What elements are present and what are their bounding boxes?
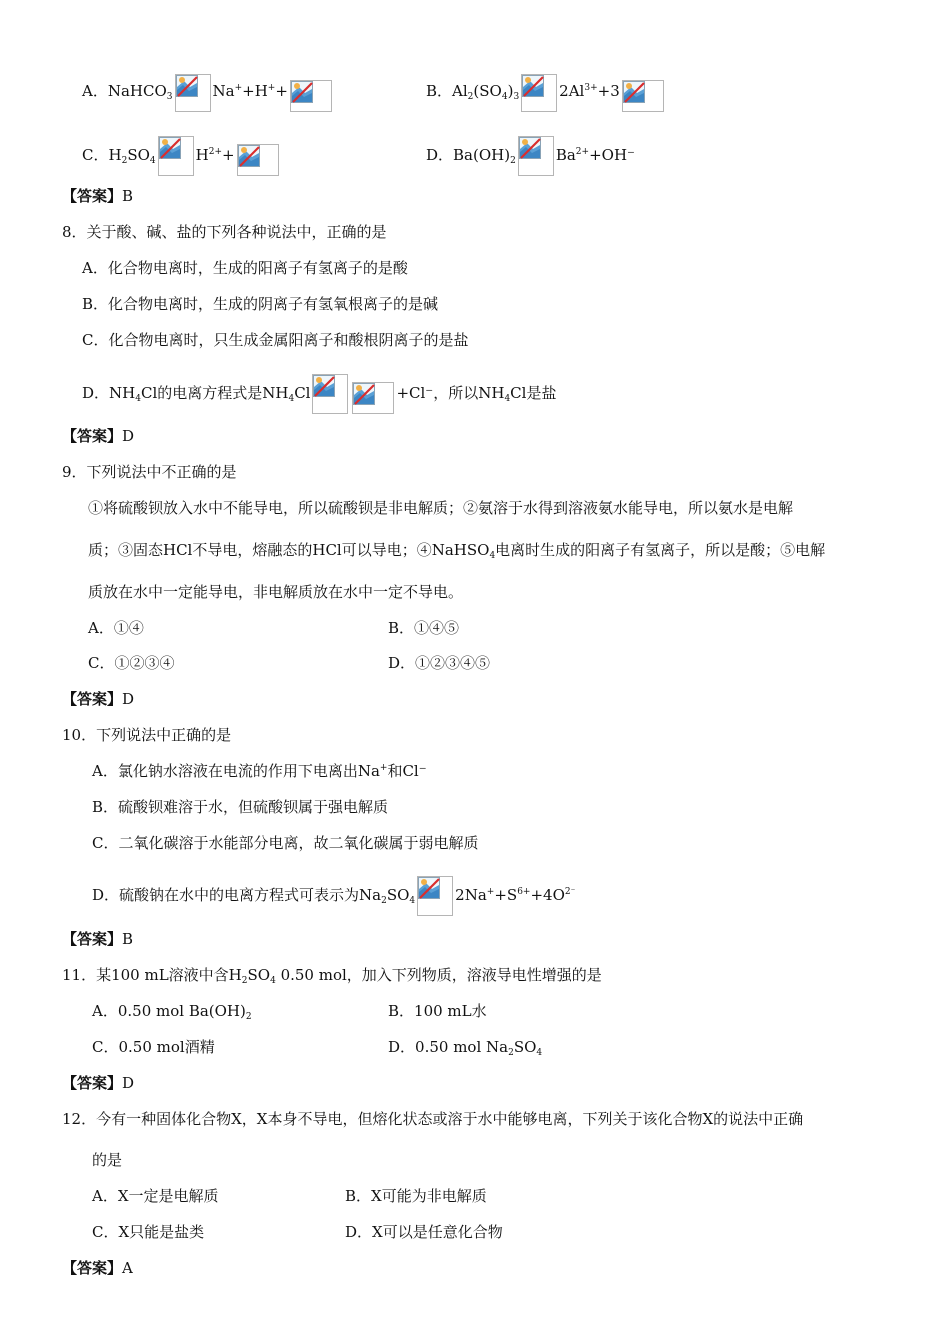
q7-option-a: A．NaHCO$_3$ Na++H++ — [82, 74, 334, 112]
q8-option-c: C．化合物电离时，只生成金属阳离子和酸根阴离子的是盐 — [82, 331, 469, 349]
broken-image-icon — [353, 383, 375, 405]
equation-arrow-image — [175, 74, 211, 112]
answer-12: 【答案】A — [62, 1259, 133, 1277]
question-12-line-1: 12．今有一种固体化合物X，X本身不导电，但熔化状态或溶于水中能够电离，下列关于该化合物X的说法中正确 — [62, 1110, 804, 1128]
q12-option-b: B．X可能为非电解质 — [345, 1187, 487, 1205]
broken-image-icon — [291, 81, 313, 103]
broken-image-icon — [159, 137, 181, 159]
answer-10: 【答案】B — [62, 930, 134, 948]
q7-option-c: C．$H_2SO_4$ $H^{2+}+$ — [82, 136, 281, 176]
q11-option-b: B．100 mL水 — [388, 1002, 487, 1020]
q8-option-a: A．化合物电离时，生成的阳离子有氢离子的是酸 — [82, 259, 408, 277]
answer-7: 【答案】B — [62, 187, 134, 205]
question-12-line-2: 的是 — [92, 1151, 123, 1169]
broken-image-icon — [519, 137, 541, 159]
q12-option-d: D．X可以是任意化合物 — [345, 1223, 503, 1241]
broken-image-icon — [176, 75, 198, 97]
equation-arrow-image — [518, 136, 554, 176]
broken-image-icon — [623, 81, 645, 103]
broken-image-icon — [418, 877, 440, 899]
q11-option-c: C．0.50 mol酒精 — [92, 1038, 215, 1056]
formula-image — [622, 80, 664, 112]
broken-image-icon — [313, 375, 335, 397]
equation-arrow-image — [312, 374, 348, 414]
answer-9: 【答案】D — [62, 690, 135, 708]
q9-option-d: D．①②③④⑤ — [388, 654, 491, 672]
q10-option-c: C．二氧化碳溶于水能部分电离，故二氧化碳属于弱电解质 — [92, 834, 479, 852]
formula-image — [290, 80, 332, 112]
answer-8: 【答案】D — [62, 427, 135, 445]
q8-option-d: D．$NH_4Cl$的电离方程式是$NH_4Cl$ +Cl⁻，所以$NH_4Cl$是盐 — [82, 374, 556, 414]
formula-image — [237, 144, 279, 176]
q7-option-d: D．$Ba(OH)_2$ $Ba^{2+}+OH^-$ — [426, 136, 635, 176]
q12-option-c: C．X只能是盐类 — [92, 1223, 205, 1241]
broken-image-icon — [522, 75, 544, 97]
question-9-line-1: ①将硫酸钡放入水中不能导电，所以硫酸钡是非电解质；②氨溶于水得到溶液氨水能导电，所以氨水是电解 — [88, 499, 794, 517]
q10-option-a: A．氯化钠水溶液在电流的作用下电离出Na+和Cl⁻ — [92, 762, 427, 780]
question-9-line-2: 质；③固态HCl不导电，熔融态的HCl可以导电；④NaHSO$_4$电离时生成的阳离子有氢离子，所以是酸；⑤电解 — [88, 541, 826, 561]
broken-image-icon — [238, 145, 260, 167]
q9-option-a: A．①④ — [88, 619, 144, 637]
q10-option-b: B．硫酸钡难溶于水，但硫酸钡属于强电解质 — [92, 798, 389, 816]
question-9-stem: 9．下列说法中不正确的是 — [62, 463, 237, 481]
equation-arrow-image — [521, 74, 557, 112]
q9-option-b: B．①④⑤ — [388, 619, 460, 637]
q9-option-c: C．①②③④ — [88, 654, 175, 672]
q10-option-d: D．硫酸钠在水中的电离方程式可表示为$Na_2SO_4$ $2Na^++S^{6+}+4O^{2^-}$ — [92, 876, 575, 916]
question-10-stem: 10．下列说法中正确的是 — [62, 726, 232, 744]
q7-option-b: B．$Al_2(SO_4)_3$ $2Al^{3+}+3$ — [426, 74, 666, 112]
q8-option-b: B．化合物电离时，生成的阴离子有氢氧根离子的是碱 — [82, 295, 439, 313]
answer-11: 【答案】D — [62, 1074, 135, 1092]
equation-arrow-image — [417, 876, 453, 916]
question-11-stem: 11．某100 mL溶液中含$H_2SO_4$ 0.50 mol，加入下列物质，溶液导电性增强的是 — [62, 966, 602, 986]
equation-arrow-image — [158, 136, 194, 176]
question-9-line-3: 质放在水中一定能导电，非电解质放在水中一定不导电。 — [88, 583, 464, 601]
question-8-stem: 8．关于酸、碱、盐的下列各种说法中，正确的是 — [62, 223, 387, 241]
q11-option-a: A．0.50 mol $Ba(OH)_2$ — [92, 1002, 252, 1022]
q12-option-a: A．X一定是电解质 — [92, 1187, 219, 1205]
q11-option-d: D．0.50 mol $Na_2SO_4$ — [388, 1038, 543, 1058]
formula-image — [352, 382, 394, 414]
